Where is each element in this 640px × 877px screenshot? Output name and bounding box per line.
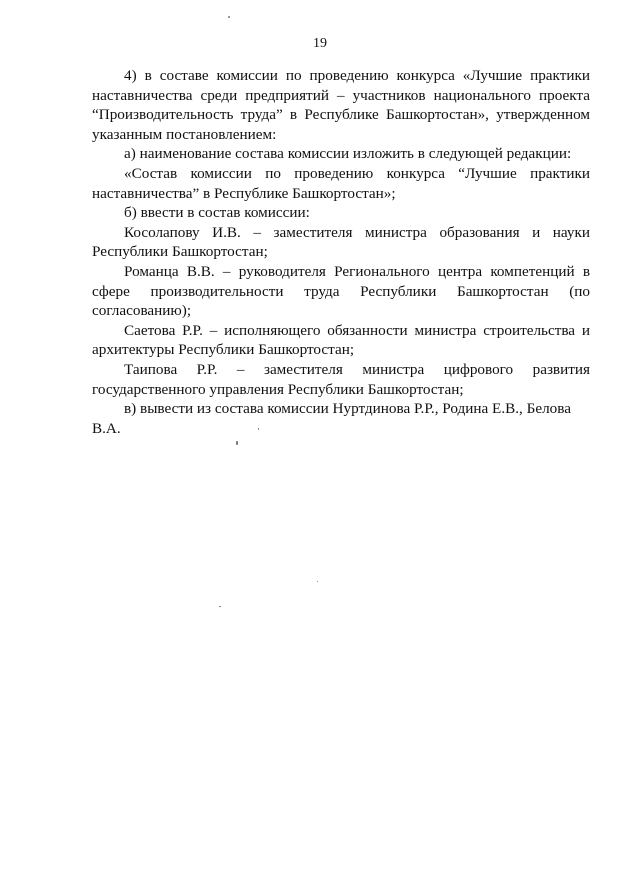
paragraph-member-saetov: Саетова Р.Р. – исполняющего обязанности министра строительства и архитектуры Республики Башкортостан; xyxy=(92,321,590,359)
paragraph-member-taipov: Таипова Р.Р. – заместителя министра цифрового развития государственного управления Республики Башкортостан; xyxy=(92,360,590,398)
scan-speck xyxy=(236,441,238,445)
scan-speck xyxy=(219,606,221,607)
paragraph-subitem-v: в) вывести из состава комиссии Нуртдинова Р.Р., Родина Е.В., Белова В.А. xyxy=(92,400,571,437)
paragraph-member-romanets: Романца В.В. – руководителя Регионального центра компетенций в сфере производительности труда Республики Башкортостан (по согласованию); xyxy=(92,262,590,320)
paragraph-item-4-intro: 4) в составе комиссии по проведению конкурса «Лучшие практики наставничества среди предприятий – участников национального проекта “Производительность труда” в Республике Башкортостан», утвержденном указанным постановлением: xyxy=(92,67,590,143)
document-body xyxy=(92,66,590,438)
paragraph-subitem-b: б) ввести в состав комиссии: xyxy=(124,204,310,222)
paragraph-subitem-a: а) наименование состава комиссии изложить в следующей редакции: xyxy=(124,145,572,163)
paragraph-new-title: «Состав комиссии по проведению конкурса “Лучшие практики наставничества” в Республике Башкортостан»; xyxy=(92,164,590,202)
scan-speck xyxy=(258,428,259,430)
page-number: 19 xyxy=(313,36,327,51)
scan-speck xyxy=(317,581,318,582)
scan-speck xyxy=(228,16,230,18)
paragraph-member-kosolapova: Косолапову И.В. – заместителя министра образования и науки Республики Башкортостан; xyxy=(92,223,590,261)
